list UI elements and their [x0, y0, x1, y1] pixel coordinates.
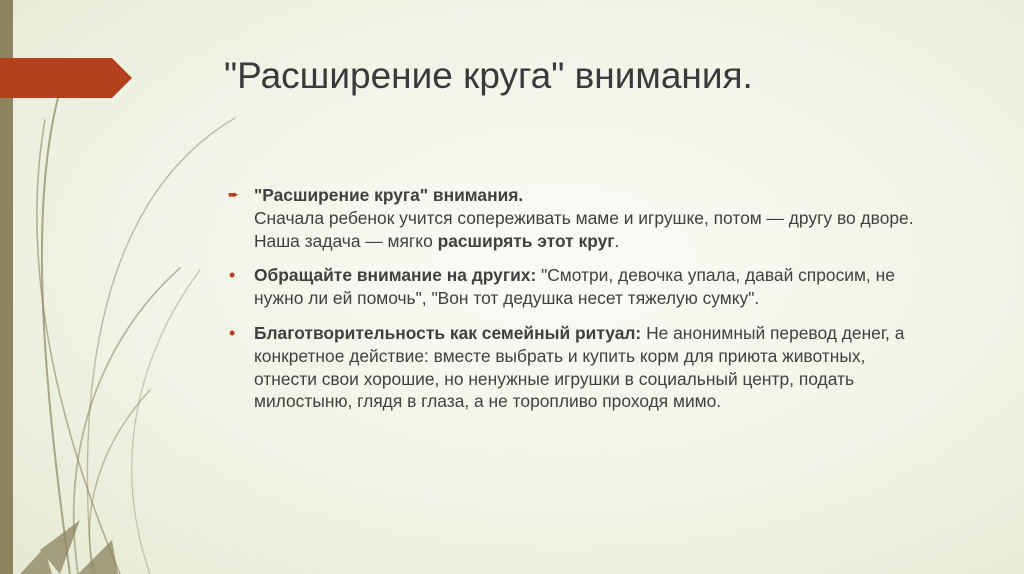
- item-lead: Обращайте внимание на других:: [254, 265, 537, 286]
- arrow-bullet-icon: ➨: [228, 187, 239, 202]
- item-text-end: .: [614, 230, 620, 251]
- item-text: Не анонимный перевод денег, а конкретное действие: вместе выбрать и купить корм для приюта животных, отнести свои хорошие, но ненужные игрушки в социальный центр, подать милостыню, глядя в глаза, а не торопливо проходя мимо.: [254, 322, 905, 412]
- item-emphasis: расширять этот круг: [437, 230, 615, 251]
- list-item: [228, 322, 928, 413]
- list-item: [228, 264, 928, 310]
- title-arrow-shape: [0, 58, 132, 98]
- bullet-list: [228, 184, 928, 425]
- item-text: "Смотри, девочка упала, давай спросим, не нужно ли ей помочь", "Вон тот дедушка несет тяжелую сумку".: [254, 265, 895, 309]
- list-item: [228, 184, 928, 252]
- item-lead: Благотворительность как семейный ритуал:: [254, 322, 642, 343]
- dot-bullet-icon: •: [229, 322, 236, 343]
- item-heading: "Расширение круга" внимания.: [254, 185, 524, 205]
- item-text: Сначала ребенок учится сопереживать маме и игрушке, потом — другу во дворе. Наша задача — мягко: [254, 207, 914, 251]
- slide-title: "Расширение круга" внимания.: [224, 55, 753, 96]
- dot-bullet-icon: •: [229, 265, 236, 286]
